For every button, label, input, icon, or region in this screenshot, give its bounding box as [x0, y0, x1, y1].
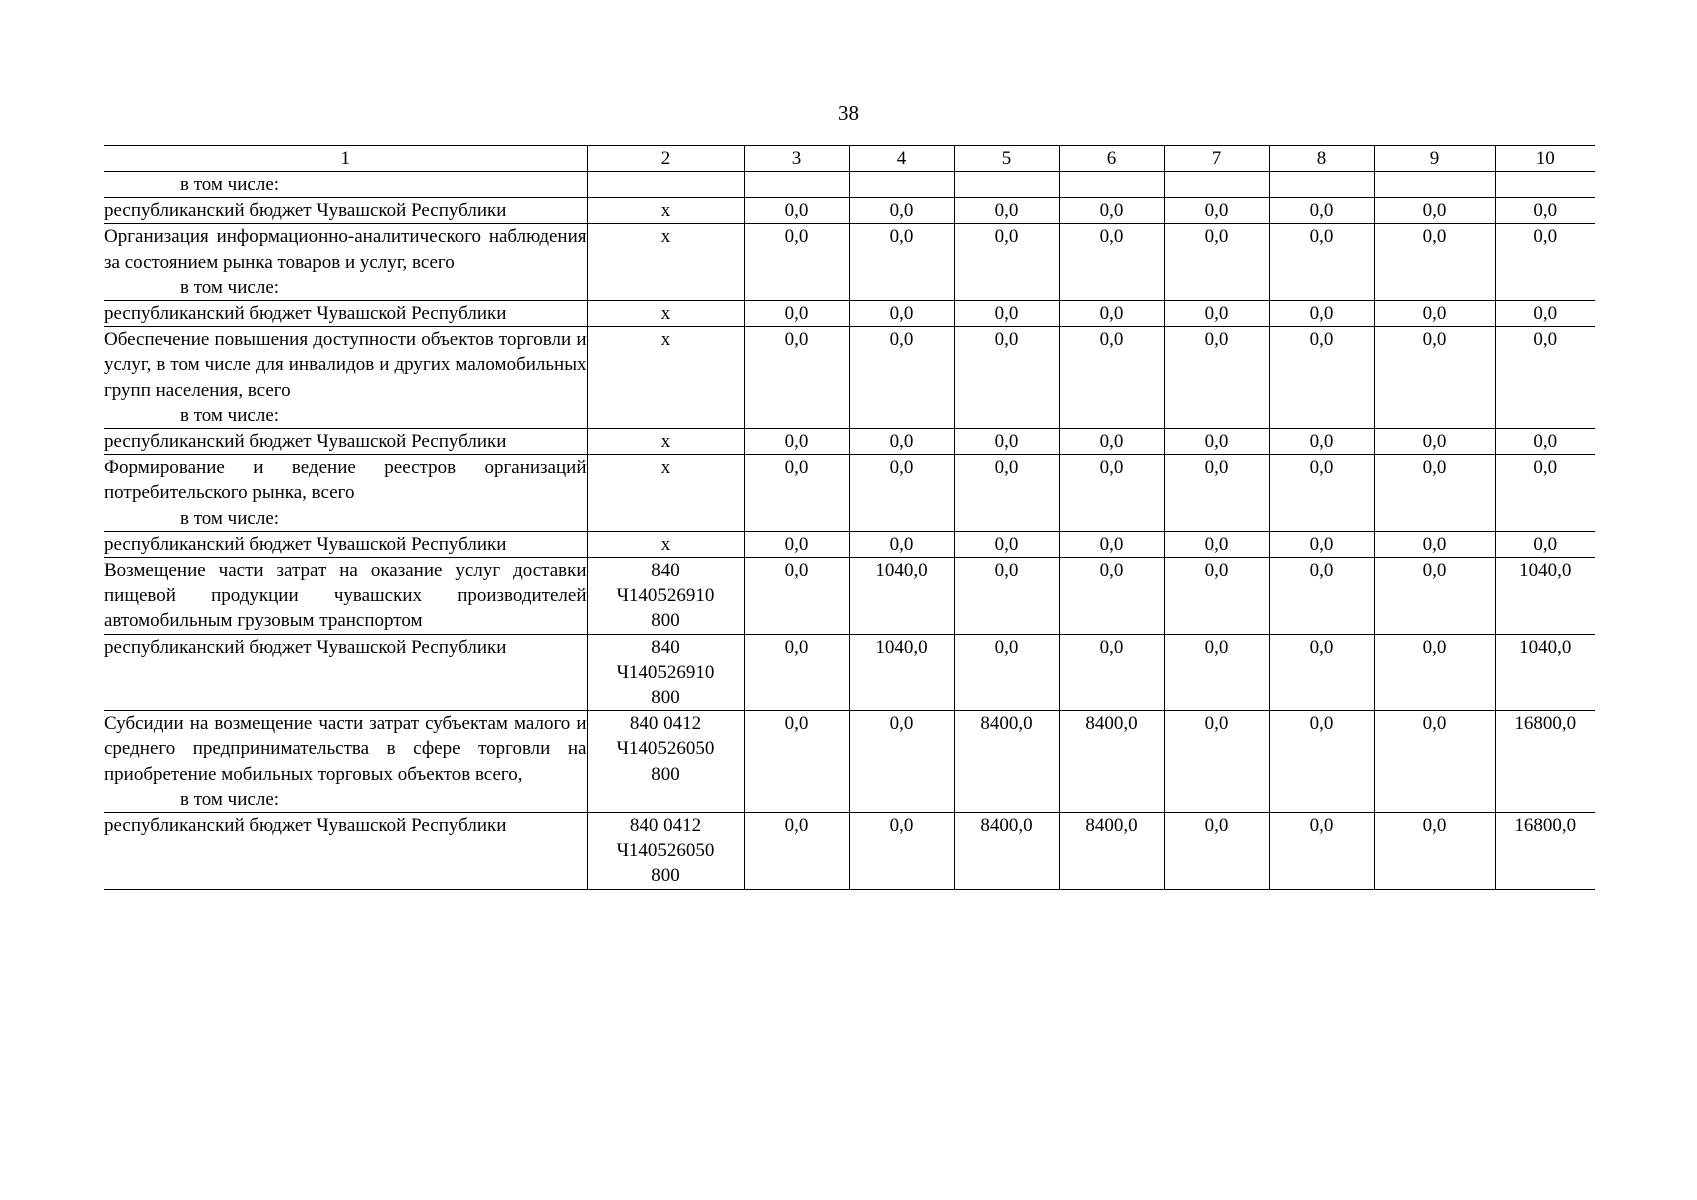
value-cell: 0,0	[1059, 198, 1164, 224]
value-cell	[1374, 172, 1495, 198]
row-code-cell	[587, 327, 744, 429]
value-cell: 0,0	[1269, 455, 1374, 532]
value-cell	[1269, 172, 1374, 198]
row-code-line: 800	[651, 610, 680, 632]
row-name: республиканский бюджет Чувашской Республики	[104, 636, 507, 658]
row-name-cell	[104, 634, 587, 711]
value-cell: 0,0	[1269, 198, 1374, 224]
row-name: республиканский бюджет Чувашской Республики	[104, 533, 507, 555]
value-cell: 1040,0	[849, 558, 954, 635]
row-name-cell	[104, 558, 587, 635]
value-cell: 0,0	[1059, 327, 1164, 429]
value-cell: 0,0	[1059, 429, 1164, 455]
row-code-line: Ч140526050	[616, 738, 715, 760]
value-cell: 0,0	[1059, 531, 1164, 557]
row-code-line: Ч140526910	[616, 661, 715, 683]
row-code-cell	[587, 455, 744, 532]
value-cell: 0,0	[1495, 198, 1595, 224]
column-header: 6	[1059, 146, 1164, 172]
value-cell: 0,0	[849, 198, 954, 224]
row-name: Обеспечение повышения доступности объектов торговли и услуг, в том числе для инвалидов и других маломобильных групп населения, всего	[104, 329, 587, 401]
table-row	[104, 327, 1595, 429]
table-row	[104, 198, 1595, 224]
row-code-line: 840 0412	[629, 815, 702, 837]
value-cell: 0,0	[1164, 813, 1269, 890]
value-cell: 0,0	[1059, 301, 1164, 327]
row-code-cell	[587, 711, 744, 813]
row-code-cell	[587, 172, 744, 198]
column-header: 8	[1269, 146, 1374, 172]
value-cell: 0,0	[1164, 198, 1269, 224]
table-row	[104, 711, 1595, 813]
value-cell: 0,0	[744, 455, 849, 532]
row-name-cell	[104, 455, 587, 532]
value-cell: 1040,0	[1495, 558, 1595, 635]
value-cell: 0,0	[744, 558, 849, 635]
row-code-line: х	[660, 226, 671, 248]
column-header: 9	[1374, 146, 1495, 172]
value-cell: 0,0	[1164, 327, 1269, 429]
row-name: Возмещение части затрат на оказание услуг доставки пищевой продукции чувашских производителей автомобильным грузовым транспортом	[104, 560, 587, 632]
row-name-cell	[104, 301, 587, 327]
row-code-line: 800	[651, 865, 680, 887]
value-cell: 0,0	[744, 531, 849, 557]
value-cell: 0,0	[1269, 429, 1374, 455]
value-cell: 8400,0	[1059, 813, 1164, 890]
row-subnote: в том числе:	[180, 788, 280, 810]
value-cell	[744, 172, 849, 198]
row-subnote: в том числе:	[180, 507, 280, 529]
value-cell: 0,0	[1164, 224, 1269, 301]
row-code-line: Ч140526050	[616, 840, 715, 862]
row-code-line: 800	[651, 763, 680, 785]
row-subnote: в том числе:	[180, 404, 280, 426]
value-cell: 0,0	[849, 531, 954, 557]
column-header: 10	[1495, 146, 1595, 172]
value-cell: 0,0	[1374, 429, 1495, 455]
row-subnote: в том числе:	[180, 174, 280, 195]
value-cell: 0,0	[1495, 224, 1595, 301]
row-code-line: х	[660, 329, 671, 351]
value-cell: 0,0	[744, 224, 849, 301]
value-cell: 0,0	[1495, 301, 1595, 327]
value-cell	[1164, 172, 1269, 198]
row-code-cell	[587, 198, 744, 224]
table-row	[104, 558, 1595, 635]
value-cell: 0,0	[1374, 301, 1495, 327]
row-code-line: х	[660, 303, 671, 325]
value-cell: 0,0	[954, 558, 1059, 635]
value-cell: 0,0	[1059, 224, 1164, 301]
value-cell: 1040,0	[849, 634, 954, 711]
row-code-line: 840	[651, 636, 680, 658]
value-cell: 0,0	[1374, 634, 1495, 711]
row-code-line: Ч140526910	[616, 585, 715, 607]
row-name-cell	[104, 813, 587, 890]
value-cell: 0,0	[1374, 224, 1495, 301]
row-code-cell	[587, 634, 744, 711]
row-name: Организация информационно-аналитического наблюдения за состоянием рынка товаров и услуг, всего	[104, 226, 587, 273]
row-code-line: 840 0412	[629, 713, 702, 735]
row-name-cell	[104, 327, 587, 429]
value-cell: 0,0	[744, 711, 849, 813]
budget-table	[104, 145, 1595, 890]
row-code-cell	[587, 301, 744, 327]
value-cell: 0,0	[1374, 558, 1495, 635]
page-number: 38	[838, 101, 859, 125]
value-cell: 0,0	[1269, 558, 1374, 635]
value-cell: 0,0	[1495, 455, 1595, 532]
value-cell: 1040,0	[1495, 634, 1595, 711]
value-cell: 0,0	[744, 198, 849, 224]
value-cell: 0,0	[1059, 558, 1164, 635]
table-row	[104, 301, 1595, 327]
row-name: республиканский бюджет Чувашской Республики	[104, 431, 507, 453]
value-cell: 0,0	[1059, 634, 1164, 711]
value-cell: 0,0	[954, 327, 1059, 429]
row-code-cell	[587, 224, 744, 301]
column-header: 4	[849, 146, 954, 172]
row-code-cell	[587, 531, 744, 557]
row-code-line: х	[660, 200, 671, 222]
value-cell: 16800,0	[1495, 813, 1595, 890]
value-cell: 0,0	[1164, 301, 1269, 327]
row-code-cell	[587, 429, 744, 455]
value-cell: 0,0	[1374, 198, 1495, 224]
value-cell: 0,0	[954, 531, 1059, 557]
column-header: 5	[954, 146, 1059, 172]
value-cell: 0,0	[849, 455, 954, 532]
row-name-cell	[104, 198, 587, 224]
value-cell: 0,0	[954, 198, 1059, 224]
value-cell: 0,0	[1374, 711, 1495, 813]
value-cell: 0,0	[1269, 813, 1374, 890]
value-cell: 0,0	[849, 711, 954, 813]
table-row	[104, 455, 1595, 532]
value-cell: 0,0	[1269, 327, 1374, 429]
row-name-cell	[104, 429, 587, 455]
column-number-row	[104, 146, 1595, 172]
row-name: Формирование и ведение реестров организаций потребительского рынка, всего	[104, 457, 587, 504]
value-cell: 16800,0	[1495, 711, 1595, 813]
row-name-cell	[104, 711, 587, 813]
value-cell: 0,0	[1269, 301, 1374, 327]
row-name-cell	[104, 531, 587, 557]
table-row	[104, 813, 1595, 890]
table-row	[104, 429, 1595, 455]
table-row	[104, 224, 1595, 301]
value-cell: 0,0	[1164, 455, 1269, 532]
row-name: республиканский бюджет Чувашской Республики	[104, 303, 507, 325]
value-cell: 0,0	[1374, 455, 1495, 532]
value-cell: 0,0	[954, 429, 1059, 455]
row-code-line: 800	[651, 687, 680, 709]
row-code-line: х	[660, 431, 671, 453]
row-code-line: 840	[651, 560, 680, 582]
value-cell: 0,0	[1164, 531, 1269, 557]
value-cell: 0,0	[849, 327, 954, 429]
value-cell: 0,0	[1164, 429, 1269, 455]
row-name-cell	[104, 224, 587, 301]
table-body	[104, 172, 1595, 890]
value-cell: 0,0	[744, 634, 849, 711]
value-cell: 0,0	[849, 301, 954, 327]
value-cell: 0,0	[954, 634, 1059, 711]
value-cell: 0,0	[1495, 429, 1595, 455]
value-cell: 0,0	[954, 455, 1059, 532]
value-cell: 0,0	[1269, 531, 1374, 557]
row-name: республиканский бюджет Чувашской Республики	[104, 815, 507, 837]
value-cell: 0,0	[954, 301, 1059, 327]
value-cell: 0,0	[744, 813, 849, 890]
value-cell: 0,0	[1495, 327, 1595, 429]
value-cell	[1495, 172, 1595, 198]
table-row	[104, 634, 1595, 711]
column-header: 3	[744, 146, 849, 172]
value-cell: 0,0	[1269, 224, 1374, 301]
table-row	[104, 531, 1595, 557]
table-row	[104, 172, 1595, 198]
value-cell: 0,0	[1164, 634, 1269, 711]
value-cell: 0,0	[849, 224, 954, 301]
value-cell: 0,0	[1059, 455, 1164, 532]
value-cell: 0,0	[1374, 813, 1495, 890]
row-code-cell	[587, 813, 744, 890]
row-name: Субсидии на возмещение части затрат субъектам малого и среднего предпринимательства в сфере торговли на приобретение мобильных торговых объектов всего,	[104, 713, 587, 785]
value-cell: 0,0	[1164, 558, 1269, 635]
value-cell: 0,0	[1269, 634, 1374, 711]
value-cell: 0,0	[1164, 711, 1269, 813]
value-cell: 0,0	[1374, 327, 1495, 429]
row-code-line: х	[660, 533, 671, 555]
row-code-cell	[587, 558, 744, 635]
value-cell: 0,0	[849, 813, 954, 890]
value-cell: 8400,0	[1059, 711, 1164, 813]
row-name: республиканский бюджет Чувашской Республики	[104, 200, 507, 222]
row-name-cell	[104, 172, 587, 198]
value-cell: 0,0	[1269, 711, 1374, 813]
column-header: 2	[587, 146, 744, 172]
value-cell: 0,0	[954, 224, 1059, 301]
value-cell: 8400,0	[954, 711, 1059, 813]
value-cell: 0,0	[744, 301, 849, 327]
value-cell: 0,0	[744, 327, 849, 429]
row-subnote: в том числе:	[180, 276, 280, 298]
value-cell: 8400,0	[954, 813, 1059, 890]
column-header: 1	[104, 146, 587, 172]
value-cell: 0,0	[849, 429, 954, 455]
value-cell	[1059, 172, 1164, 198]
value-cell	[954, 172, 1059, 198]
column-header: 7	[1164, 146, 1269, 172]
value-cell: 0,0	[1374, 531, 1495, 557]
row-code-line: х	[660, 457, 671, 479]
value-cell: 0,0	[744, 429, 849, 455]
value-cell	[849, 172, 954, 198]
value-cell: 0,0	[1495, 531, 1595, 557]
